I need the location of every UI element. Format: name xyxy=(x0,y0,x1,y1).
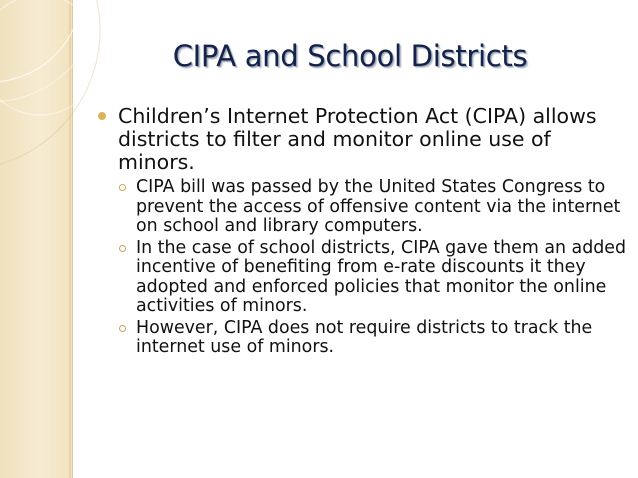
subbullet-ring-icon xyxy=(119,245,126,252)
bullet-text: Children’s Internet Protection Act (CIPA) allows districts to filter and monitor online use of minors. xyxy=(118,104,597,174)
subbullet-text: In the case of school districts, CIPA gave them an added incentive of benefiting from e-rate discounts it they adopted and enforced policies that monitor the online activities of minors. xyxy=(136,237,627,316)
deco-circle-3 xyxy=(0,0,100,115)
bullet-dot-icon xyxy=(98,112,106,120)
bullet-item-1 xyxy=(98,105,628,174)
slide-title: CIPA and School Districts xyxy=(172,39,528,73)
subbullet-ring-icon xyxy=(119,325,126,332)
slide-content xyxy=(98,105,628,358)
subbullet-item-1 xyxy=(98,178,628,237)
subbullet-item-3 xyxy=(98,319,628,358)
subbullet-ring-icon xyxy=(119,184,126,191)
subbullet-text: However, CIPA does not require districts to track the internet use of minors. xyxy=(136,317,593,357)
deco-circle-1 xyxy=(0,0,82,82)
deco-circle-2 xyxy=(0,0,102,102)
subbullet-text: CIPA bill was passed by the United States Congress to prevent the access of offensive content via the internet on school and library computers. xyxy=(136,177,621,236)
subbullet-item-2 xyxy=(98,239,628,317)
